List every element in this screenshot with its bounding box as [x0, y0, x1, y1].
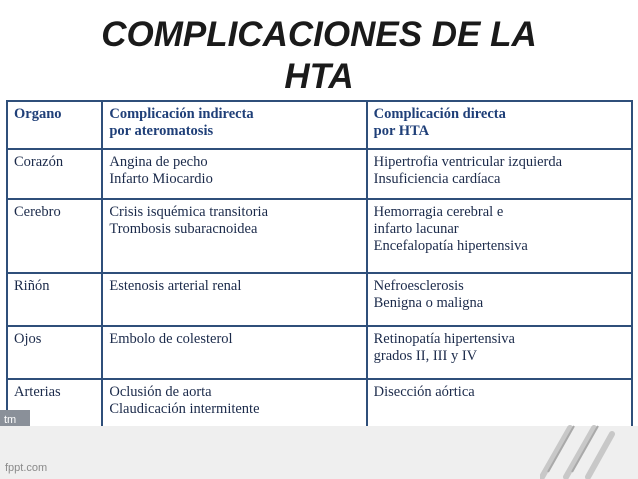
table-row: [7, 326, 632, 379]
cell-directa: Hemorragia cerebral e infarto lacunar Encefalopatía hipertensiva: [367, 199, 632, 273]
table-row: [7, 379, 632, 427]
footer-brand-text: fppt.com: [5, 462, 48, 474]
cell-indirecta: Embolo de colesterol: [102, 326, 366, 379]
cell-organo: Ojos: [7, 326, 102, 379]
cell-organo: Cerebro: [7, 199, 102, 273]
tm-badge: tm: [0, 410, 30, 430]
cell-directa: Hipertrofia ventricular izquierda Insuficiencia cardíaca: [367, 149, 632, 199]
cell-indirecta: Estenosis arterial renal: [102, 273, 366, 326]
table-row: [7, 149, 632, 199]
slide-title-line-2: HTA: [284, 57, 354, 96]
cell-indirecta: Oclusión de aorta Claudicación intermitente: [102, 379, 366, 427]
header-organo: Organo: [7, 101, 102, 149]
cell-directa: Retinopatía hipertensiva grados II, III y IV: [367, 326, 632, 379]
complications-table: [6, 100, 633, 428]
pencils-decoration-icon: [540, 420, 638, 479]
slide-title: [0, 14, 638, 98]
cell-organo: Riñón: [7, 273, 102, 326]
header-indirecta: Complicación indirecta por ateromatosis: [102, 101, 366, 149]
table-row: [7, 199, 632, 273]
header-directa: Complicación directa por HTA: [367, 101, 632, 149]
cell-organo: Corazón: [7, 149, 102, 199]
cell-organo: Arterias: [7, 379, 102, 427]
slide-title-line-1: COMPLICACIONES DE LA: [101, 15, 537, 54]
cell-indirecta: Crisis isquémica transitoria Trombosis subaracnoidea: [102, 199, 366, 273]
cell-directa: Nefroesclerosis Benigna o maligna: [367, 273, 632, 326]
cell-indirecta: Angina de pecho Infarto Miocardio: [102, 149, 366, 199]
complications-table-container: [6, 100, 633, 426]
table-row: [7, 273, 632, 326]
cell-directa: Disección aórtica: [367, 379, 632, 427]
table-header-row: [7, 101, 632, 149]
